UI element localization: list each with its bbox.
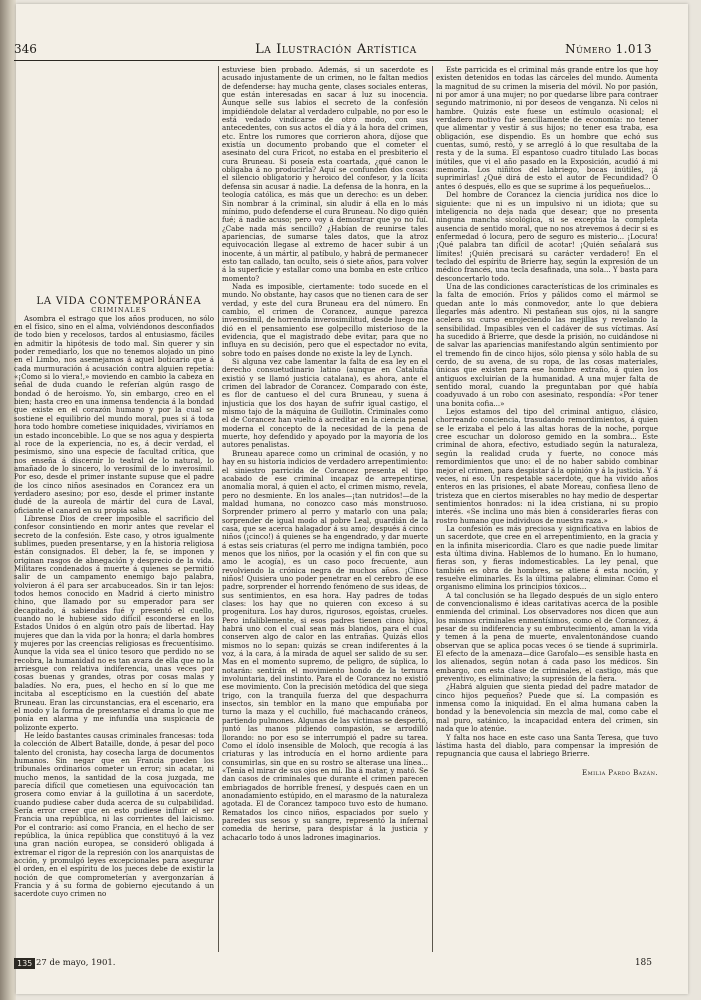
paragraph: Asombra el estrago que los años producen, no sólo en el físico, sino en el alma, volviéndonos desconfiados de todo bien y recelosos, tardos al entusiasmo, fáciles en admitir la hipótesis de todo mal. Sin querer y sin poder remediarlo, los que no tenemos alojado un pino en el Limbo, nos asemejamos á aquel boticario que á cada murmuración á acusación contra alguien repetía: «¡Como si lo viera!,» moviendo en cambio la cabeza en señal de duda cuando le referían algún rasgo de bondad ó de heroísmo. Yo, sin embargo, creo en el bien; hasta creo en una inmensa tendencia á la bondad que existe en el corazón humano y por la cual se sostiene el equilibrio del mundo moral, pues si á toda hora todo hombre cometiese iniquidades, viviríamos en un estado inconcebible. Lo que se nos agua y despierta al roce de la experiencia, no es, á decir verdad, el pesimismo, sino una especie de facultad crítica, que nos enseña á discernir lo teatral de lo natural, lo amañado de lo sincero, lo verosímil de lo inverosímil. Por eso, desde el primer instante supuse que el padre de los cinco niños asesinados en Corancez era un verdadero asesino; por eso, desde el primer instante dudé de la aureola de mártir del cura de Laval, oficiante el canard en su propia salsa.	[14, 313, 214, 515]
section-subtitle: CRIMINALES	[91, 306, 147, 315]
column-2	[222, 66, 428, 966]
paragraph: Una de las condiciones características de los criminales es la falta de emoción. Fríos y pálidos como el mármol se quedan ante lo más conmovedor, ante lo que debiera llegarles más adentro. Ni pestañean sus ojos, ni la sangre acelera su curso enrojeciendo las mejillas y revelando la sensibilidad. Impasibles ven el cadáver de sus víctimas. Así ha sucedido á Brierre, que desde la prisión, no cuidándose ni de salvar las apariencias manifestando algún sentimiento por el tremendo fin de cinco hijos, sólo piensa y sólo habla de su cerdo, de su avena, de su ropa, de las cosas materiales, únicas que existen para ese hombre extraño, á quien los antiguos excluirían de la humanidad. A una mujer falta de sentido moral, cuando la preguntaban por qué había coadyuvado á un robo con asesinato, respondía: «Por tener una bonita cofia...»	[436, 281, 658, 408]
column-divider	[432, 66, 433, 952]
column-3	[436, 66, 658, 966]
column-1	[14, 66, 214, 966]
paragraph: Líbrense Dios de creer imposible el sacrificio del confesor consintiendo en morir antes que revelar el secreto de la confesión. Este caso, y otros igualmente sublimes, pueden presentarse, y en la historia religiosa están consignados. El deber, la fe, se imponen y originan rasgos de abnegación y desprecio de la vida. Militares condenados á muerte á quienes se permitió salir de un campamento enemigo bajo palabra, volvieron á él para ser arcabuceados. Sin ir tan lejos: todos hemos conocido en Madrid á cierto ministro chino, que llamado por su emperador para ser decapitado, á sabiendas fué y presentó el cuello, cuando no le hubiese sido difícil esconderse en los Estados Unidos ó en algún otro país de libertad. Hay mujeres que dan la vida por la honra; el darla hombres y mujeres por las creencias religiosas es frecuentísimo. Aunque la vida sea el único tesoro que perdido no se recobra, la humanidad no es tan avara de ella que no la arriesgue con relativa indiferencia, unas veces por cosas buenas y grandes, otras por cosas malas y baladíes. No era, pues, el hecho en sí lo que me incitaba al escepticismo en la cuestión del abate Bruneau. Eran las circunstancias, era el escenario, era el modo y la forma de presentarse el drama lo que me ponía en alarma y me infundía una suspicacia de polizonte experto.	[14, 513, 214, 732]
paragraph: He leído bastantes causas criminales francesas: toda la colección de Albert Bataille, donde, á pesar del poco talento del cronista, hay cosecha larga de documentos humanos. Sin negar que en Francia pueden los tribunales ordinarios cometer un error; sin acatar, ni mucho menos, la santidad de la cosa juzgada, me parecía difícil que cometiesen una equivocación tan grosera como enviar á la guillotina á un sacerdote, cuando pudiese caber duda acerca de su culpabilidad. Sería error creer que en esto pudiese influir el ser Francia una república, ni las corrientes del laicismo. Por el contrario: así como Francia, en el hecho de ser república, la única república que constituyó á la vez una gran nación europea, se consideró obligada á extremar el rigor de la represión con los anarquistas de acción, y promulgó leyes excepcionales para asegurar el orden, en el espíritu de los jueces debe de existir la noción de que comprometerían y avergonzarían á Francia y á su forma de gobierno ejecutando á un sacerdote cuyo crimen no	[14, 730, 214, 899]
header-rule	[14, 60, 658, 61]
column-divider	[218, 66, 219, 952]
paragraph: Lejos estamos del tipo del criminal antiguo, clásico, chorreando conciencia, trasudando remordimientos, á quien se le erizaba el pelo á las altas horas de la noche, porque cree escuchar un doloroso gemido en la sombra... Este criminal de ahora, efectivo, estudiado según la naturaleza, según la realidad cruda y fuerte, no conoce más remordimientos que uno: el de no haber sabido combinar mejor el crimen, para despistar á la opinión y á la justicia. Y á veces, ni eso. Un respetable sacerdote, que ha vivido años enteros en las prisiones, el abate Moreau, confiesa lleno de tristeza que en ciertos miserables no hay medio de despertar sentimientos honrados: ni la idea cristiana, ni su propio interés. «Se inclina uno más bien á considerarles fieras con rostro humano que individuos de nuestra raza.»	[436, 407, 658, 525]
paragraph: Nada es imposible, ciertamente: todo sucede en el mundo. No obstante, hay casos que no tienen cara de ser verdad, y este del cura Bruneau era del número. En cambio, el crimen de Corancez, aunque parezca inverosímil, de horrenda inverosimilitud, desde luego me dió en el pensamiento ese golpecillo misterioso de la evidencia, que el magistrado debe evitar, para que no influya en su decisión, pero que el espectador no evita, sobre todo en países donde no existe la ley de Lynch.	[222, 281, 428, 358]
paragraph: estuviese bien probado. Además, si un sacerdote es acusado injustamente de un crimen, no le faltan medios de defenderse: hay mucha gente, clases sociales enteras, que están interesadas en sacar á luz su inocencia. Aunque selle sus labios el secreto de la confesión impidiéndole delatar al verdadero culpable, no por eso le está vedado vindicarse de otro modo, con sus antecedentes, con sus actos el día y á la hora del crimen, etc. Entre los rumores que corrieron ahora, díjose que existía un documento probando que el cometer el asesinato del cura Fricot, no estaba en el presbiterio el cura Bruneau. Si poseía esta coartada, ¿qué canon le obligaba á no producirla? Aquí se confunden dos cosas: el silencio obligatorio y heroico del confesor, y la lícita defensa sin acusar á nadie. La defensa de la honra, en la teología católica, es más que un derecho: es un deber. Sin nombrar á la criminal, sin aludir á ella en lo más mínimo, pudo defenderse el cura Bruneau. No digo quién fué; á nadie acuso; pero voy á demostrar que yo no fuí. ¿Cabe nada más sencillo? ¿Habían de reunirse tales apariencias, de sumarse tales datos, que la atroz equivocación llegase al extremo de hacer subir á un inocente, á un mártir, al patíbulo, y habrá de permanecer esto tan callado, tan oculto, seis ó siete años, para volver á la superficie y estallar como una bomba en este crítico momento?	[222, 66, 428, 283]
page-footer	[14, 958, 658, 980]
paragraph: A tal conclusión se ha llegado después de un siglo entero de convencionalismo é ideas caritativas acerca de la posible enmienda del criminal. Los observadores nos dicen que aun los mismos criminales enmentísimos, como el de Corancez, á pesar de su indiferencia y su embrutecimiento, aman la vida y temen á la pena de muerte, envalentonándose cuando observan que se aplica pocas veces ó se tiende á suprimirla. El efecto de la amenaza—dice Garofalo—es sensible hasta en los alienados, según notan á cada paso los médicos. Sin embargo, con esta clase de criminales, el castigo, más que preventivo, es eliminativo; la supresión de la fiera.	[436, 590, 658, 684]
header-page-number: 346	[14, 42, 37, 56]
paragraph: La confesión es más preciosa y significativa en labios de un sacerdote, que cree en el arrepentimiento, en la gracia y en la infinita misericordia. Claro es que nadie puede limitar esta última divina. Hablemos de lo humano. En lo humano, fieras son, y fieras indomesticables. La ley penal, que también es obra de hombres, se atiene á esta noción, y resuelve eliminarles. Es la última palabra; eliminar. Como el organismo elimina los principios tóxicos...	[436, 523, 658, 592]
issue-badge: 135	[14, 958, 35, 969]
paragraph: Este parricida es el criminal más grande entre los que hoy existen detenidos en todas las cárceles del mundo. Aumenta la magnitud de su crimen la miseria del móvil. No por pasión, ni por amor á una mujer; no por quedarse libre para contraer segundo matrimonio, ni por deseos de venganza. Ni celos ni hambre. Quizás este fuese un estímulo ocasional; el verdadero motivo fué sencillamente de economía: no tener que alimentar y vestir á sus hijos; no tener esa traba, esa obligación, ese dispendio. Es un hombre que echó sus cuentas, sumó, restó, y se arregló á lo que resultaba de la resta y de la suma. El espantoso cuadro titulado Las bocas inútiles, que vi el año pasado en la Exposición, acudió á mi memoria. Los niñitos del labriego, bocas inútiles, ¡á suprimirlas! ¿Qué dirá de esto el autor de Fecundidad? O antes ó después, ello es que se suprime á los pequeñuelos...	[436, 66, 658, 191]
section-title: LA VIDA CONTEMPORÁNEA	[36, 296, 202, 307]
footer-date: 27 de mayo, 1901.	[36, 958, 116, 968]
paragraph: Si alguna vez cabe lamentar la falta de esa ley en el derecho consuetudinario latino (aunque en Cataluña existió y se llamó justicia catalana), es ahora, ante el crimen del labrador de Corancez. Comparado con éste, es flor de cantueso el del cura Bruneau, y suena á injusticia que los dos hayan de sufrir igual castigo, el mismo tajo de la máquina de Guillotin. Criminales como el de Corancez han vuelto á acreditar en la ciencia penal moderna el concepto de la necesidad de la pena de muerte, hoy defendido y apoyado por la mayoría de los autores penalistas.	[222, 357, 428, 450]
paragraph: Y falta nos hace en este caso una Santa Teresa, que tuvo lástima hasta del diablo, para compensar la impresión de repugnancia que causa el labriego Brierre.	[436, 732, 658, 759]
publication-title: La Ilustración Artística	[255, 42, 417, 57]
paragraph: Bruneau aparece como un criminal de ocasión, y no hay en su historia indicios de verdadero arrepentimiento: el siniestro parricida de Corancez presenta el tipo acabado de ese criminal incapaz de arrepentirse, anomalía moral, á quien el acto, el crimen mismo, revela, pero no desmiente. En los anales—¡tan nutridos!—de la maldad humana, no conozco caso más monstruoso. Sorprender primero al perro y matarlo con una pala; sorprender de igual modo al pobre Leal, guardián de la casa, que se acerca halagador á su amo; después á cinco niños (¡cinco!) á quienes se ha engendrado, y dar muerte á estas seis criaturas (el perro me indigna también, poco menos que los niños, por la ocasión y el fin con que su amo le acogía), es un caso poco frecuente, aun revolviendo la crónica negra de muchos años. ¡Cinco niños! Quisiera uno poder penetrar en el cerebro de ese padre, sorprender el horrendo fenómeno de sus ideas, de sus sentimientos, en esa hora. Hay padres de todas clases: los hay que no quieren con exceso á su progenitura. Los hay duros, rigurosos, egoístas, crueles. Pero infaliblemente, si esos padres tienen cinco hijos, habrá uno con el cual sean más blandos, para el cual conserven algo de calor en las entrañas. Quizás ellos mismos no lo sepan: quizás se crean indiferentes á la voz, á la cara, á la mirada de aquel ser salido de su ser. Mas en el momento supremo, de peligro, de súplica, lo notarán: sentirán el movimiento hondo de la ternura involuntaria, del instinto. Para el de Corancez no existió ese movimiento. Con la precisión metódica del que siega trigo, con la tranquila fuerza del que despachurra insectos, sin temblor en la mano que empuñaba por turno la maza y el cuchillo, fué machacando cráneos, partiendo pulmones. Algunas de las víctimas se despertó, juntó las manos pidiendo compasión, se arrodilló llorando: no por eso se interrumpió el padre su tarea. Como el ídolo insensible de Moloch, que recogía á las criaturas y las introducía en el horno ardiente para consumirlas, sin que en su rostro se alterase una línea... «Tenía el mirar de sus ojos en mí. Iba á matar, y mató. Se dan casos de criminales que durante el crimen parecen embriagados de horrible frenesí, y después caen en un anonadamiento estúpido, en el marasmo de la naturaleza agotada. El de Corancez tampoco tuvo esto de humano. Rematados los cinco niños, espaciados por suelo y paredes sus sesos y su sangre, representó la infernal comedia de herirse, para despistar á la justicia y achacarlo todo á unos ladrones imaginarios.	[222, 448, 428, 842]
footer-page-number: 185	[634, 958, 652, 968]
running-header	[14, 40, 658, 58]
previous-article-tail-blank	[14, 66, 214, 298]
issue-number: Número 1.013	[565, 42, 652, 56]
paragraph: Del hombre de Corancez la ciencia jurídica nos dice lo siguiente: que ni es un impulsivo ni un idiota; que su inteligencia no deja nada que desear; que no presenta ninguna mancha sicológica, si se exceptúa la completa ausencia de sentido moral, que no nos atrevemos á decir si es enfermedad ó locura, pero de seguro es misterio... ¡Locura! ¡Qué palabra tan difícil de acotar! ¡Quién señalará sus límites! ¡Quién precisará su carácter verdadero! En el teclado del espíritu de Brierre hay, según la expresión de un médico francés, una tecla desafinada, una sola... Y basta para desconcertarlo todo.	[436, 190, 658, 283]
paragraph: ¿Habrá alguien que sienta piedad del padre matador de cinco hijos pequeños? Puede que sí. La compasión es inmensa como la iniquidad. En el alma humana caben la bondad y la benevolencia sin mezcla de mal, como cabe el mal puro, satánico, la incapacidad entera del crimen, sin nada que lo atenúe.	[436, 682, 658, 734]
author-signature: Emilia Pardo Bazán.	[582, 767, 658, 777]
